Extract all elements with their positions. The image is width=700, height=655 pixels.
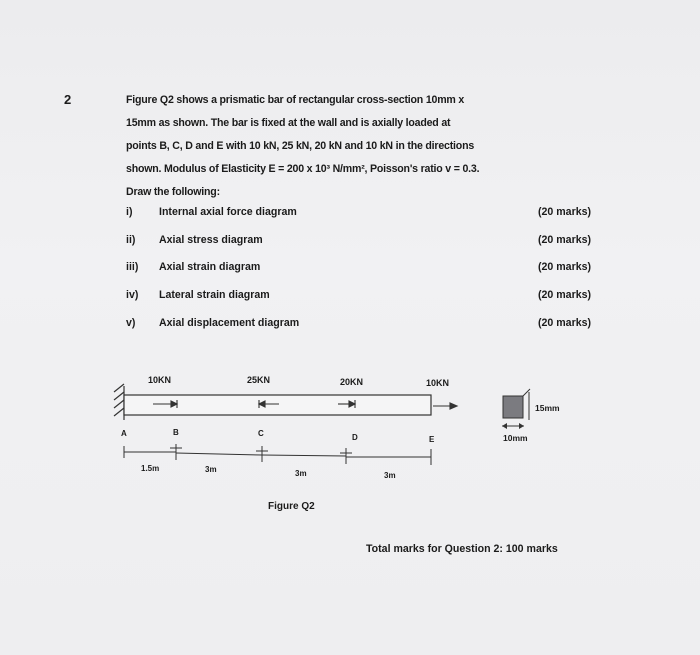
- span-label: 3m: [205, 465, 217, 474]
- statement-line: Figure Q2 shows a prismatic bar of rectangular cross-section 10mm x: [126, 94, 465, 106]
- point-label-b: B: [173, 428, 179, 437]
- task-marks: (20 marks): [538, 261, 591, 273]
- span-label: 3m: [384, 471, 396, 480]
- point-label-e: E: [429, 435, 435, 444]
- span-label: 1.5m: [141, 464, 160, 473]
- task-number: ii): [126, 234, 136, 246]
- statement-line: shown. Modulus of Elasticity E = 200 x 10³ N/mm², Poisson's ratio v = 0.3.: [126, 163, 480, 175]
- statement-line: 15mm as shown. The bar is fixed at the wall and is axially loaded at: [126, 117, 451, 129]
- load-label-b: 10KN: [148, 375, 172, 385]
- point-label-c: C: [258, 429, 264, 438]
- load-label-e: 10KN: [426, 378, 450, 388]
- prismatic-bar: [124, 395, 431, 415]
- task-marks: (20 marks): [538, 289, 591, 301]
- task-number: i): [126, 206, 133, 218]
- task-marks: (20 marks): [538, 234, 591, 246]
- section-width-label: 10mm: [503, 433, 528, 443]
- load-label-d: 20KN: [340, 377, 364, 387]
- point-label-d: D: [352, 433, 358, 442]
- task-number: iii): [126, 261, 139, 273]
- task-number: iv): [126, 289, 139, 301]
- task-number: v): [126, 317, 136, 329]
- point-label-a: A: [121, 429, 127, 438]
- cross-section: [502, 389, 530, 429]
- task-text: Axial stress diagram: [159, 234, 263, 246]
- fixed-wall: [114, 384, 124, 420]
- statement-line: points B, C, D and E with 10 kN, 25 kN, 20 kN and 10 kN in the directions: [126, 140, 475, 152]
- total-marks: Total marks for Question 2: 100 marks: [366, 543, 558, 555]
- task-text: Lateral strain diagram: [159, 289, 270, 301]
- task-marks: (20 marks): [538, 206, 591, 218]
- task-text: Internal axial force diagram: [159, 206, 297, 218]
- question-number: 2: [64, 92, 72, 107]
- load-arrow-e: [433, 403, 457, 409]
- section-height-label: 15mm: [535, 403, 560, 413]
- task-text: Axial displacement diagram: [159, 317, 300, 329]
- figure-caption: Figure Q2: [268, 501, 315, 512]
- dimension-line: [124, 444, 431, 465]
- statement-line: Draw the following:: [126, 186, 220, 198]
- load-label-c: 25KN: [247, 375, 271, 385]
- task-text: Axial strain diagram: [159, 261, 261, 273]
- span-label: 3m: [295, 469, 307, 478]
- task-marks: (20 marks): [538, 317, 591, 329]
